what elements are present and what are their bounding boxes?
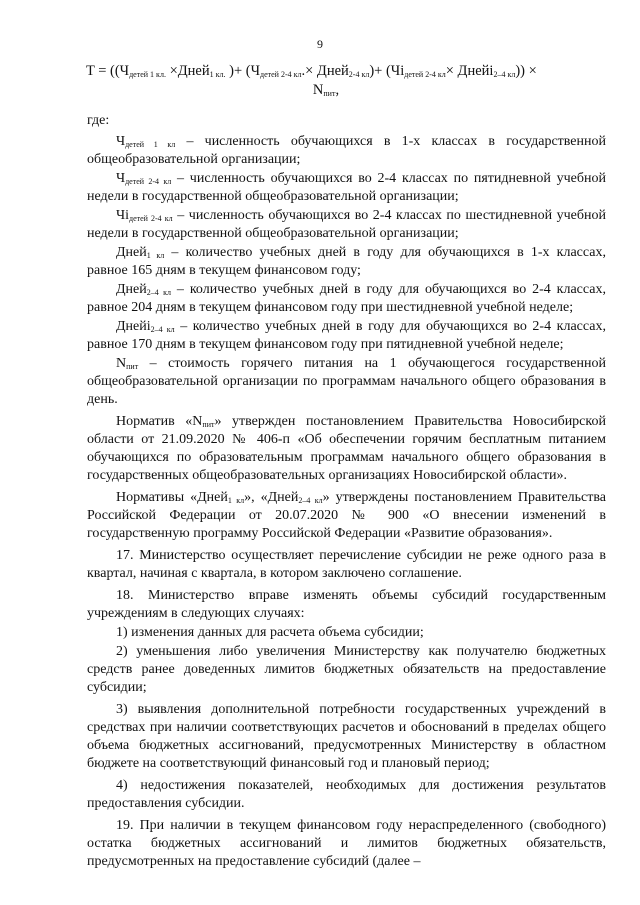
definition-item: $Ч_{детей 1 кл}$ – численность обучающихся в 1-х классах в государственной общеобразовательной организации; — [87, 134, 606, 167]
paragraph-18: 18. Министерство вправе изменять объемы субсидий государственным учреждениям в следующих случаях: — [87, 588, 606, 621]
where-label: где: — [87, 113, 110, 128]
document-body — [87, 112, 606, 872]
definition-item: $Чi_{детей 2-4 кл}$ – численность обучающихся во 2-4 классах по шестидневной учебной недели в государственной общеобразовательной организации; — [87, 208, 607, 241]
paragraph-19: 19. При наличии в текущем финансовом году нераспределенного (свободного) остатка бюджетных ассигнований и лимитов бюджетных обязательств, предусмотренных на предоставление субсидий (далее – — [87, 818, 606, 869]
list-item: 4) недостижения показателей, необходимых для достижения результатов предоставления субсидии. — [87, 778, 606, 811]
formula-line-1: $T = ((Ч_{детей 1 кл.}$ ×Дней$_{1 кл.}$ )+ ($Ч_{детей 2-4 кл}.\times$ Дней$_{2-4 кл}$)+ ($Чi_{детей 2-4 кл}\times$ Днейi$_{2-4 кл}$)) × — [86, 63, 537, 79]
page-number: 9 — [317, 37, 323, 51]
definition-item: Днейi$_{2-4 кл}$ – количество учебных дней в году для обучающихся во 2-4 классах, равное 170 дням в текущем финансовом году при пятидневной учебной неделе; — [87, 319, 606, 352]
formula-line-2: $N_{пит}$, — [312, 82, 340, 98]
list-item: 2) уменьшения либо увеличения Министерству как получателю бюджетных средств ранее доведенных лимитов бюджетных обязательств на предоставление субсидии; — [87, 644, 606, 695]
normative-paragraph-2: Нормативы «Дней$_{1 кл}$», «Дней$_{2-4 кл}$» утверждены постановлением Правительства Российской Федерации от 20.07.2020 № 900 «О внесении изменений в государственную программу Российской Федерации «Развитие образования». — [87, 490, 607, 541]
definition-item: $N_{пит}$ – стоимость горячего питания на 1 обучающегося государственной общеобразовательной организации по программам начального общего образования в день. — [87, 356, 606, 407]
definition-item: Дней$_{2-4 кл}$ – количество учебных дней в году для обучающихся во 2-4 классах, равное 204 дням в текущем финансовом году при шестидневной учебной неделе; — [87, 282, 606, 315]
definition-item: Дней$_{1 кл}$ – количество учебных дней в году для обучающихся в 1-х классах, равное 165 дням в текущем финансовом году; — [87, 245, 606, 278]
list-item: 3) выявления дополнительной потребности государственных учреждений в средствах при наличии соответствующих расчетов и обоснований в пределах общего объема бюджетных ассигнований, предусмотренных Министерству в областном бюджете на соответствующий финансовый год и плановый период; — [87, 702, 606, 771]
formula — [86, 62, 606, 100]
definition-item: $Ч_{детей 2-4 кл}$ – численность обучающихся во 2-4 классах по пятидневной учебной недели в государственной общеобразовательной организации; — [87, 171, 606, 204]
normative-paragraph-1: Норматив «$N_{пит}$» утвержден постановлением Правительства Новосибирской области от 21.09.2020 № 406-п «Об обеспечении горячим бесплатным питанием обучающихся по образовательным программам начального общего образования в государственных общеобразовательных организациях Новосибирской области». — [87, 414, 606, 483]
list-item: 1) изменения данных для расчета объема субсидии; — [116, 625, 424, 640]
paragraph-17: 17. Министерство осуществляет перечисление субсидии не реже одного раза в квартал, начиная с квартала, в котором заключено соглашение. — [87, 548, 606, 581]
